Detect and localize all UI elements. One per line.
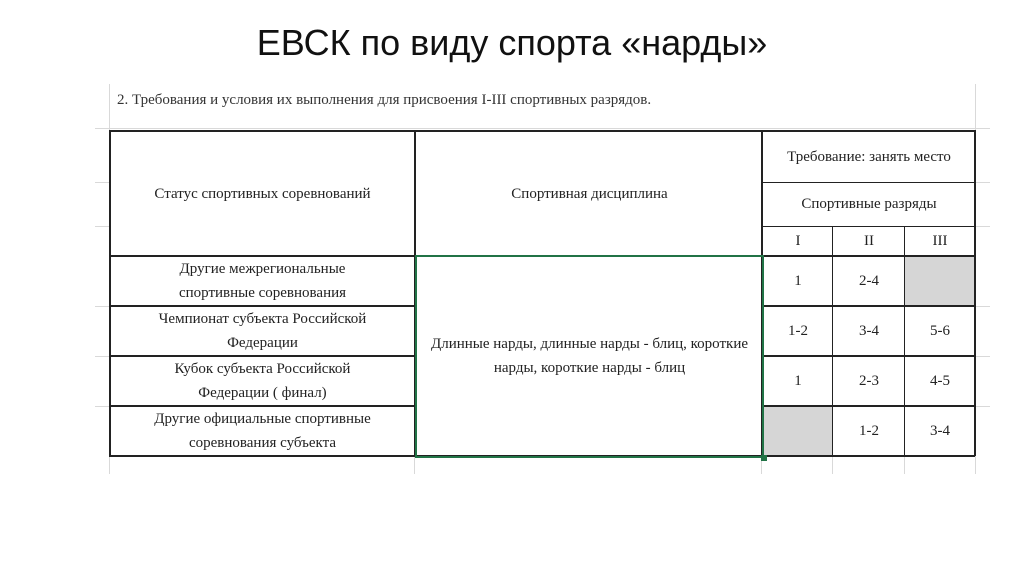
gridline <box>975 182 990 183</box>
table-border <box>763 226 975 227</box>
table-border <box>974 130 976 456</box>
spreadsheet <box>95 84 990 474</box>
gridline <box>975 306 990 307</box>
table-border <box>109 305 416 307</box>
header-rank-II[interactable]: II <box>864 233 874 249</box>
cell-selection <box>415 255 764 458</box>
gridline <box>904 457 905 474</box>
header-rank-I[interactable]: I <box>795 233 801 249</box>
row3-rank-II[interactable]: 2-3 <box>859 373 879 389</box>
gridline <box>95 182 109 183</box>
header-discipline[interactable]: Спортивная дисциплина <box>511 186 668 202</box>
row4-rank-III[interactable]: 3-4 <box>930 423 950 439</box>
header-rank-III[interactable]: III <box>932 233 948 249</box>
row1-rank-II[interactable]: 2-4 <box>859 273 879 289</box>
row2-rank-III[interactable]: 5-6 <box>930 323 950 339</box>
header-requirement[interactable]: Требование: занять место <box>787 149 951 165</box>
row4-rank-I[interactable] <box>763 406 833 456</box>
table-border <box>109 355 416 357</box>
slide-title: ЕВСК по виду спорта «нарды» <box>256 22 768 63</box>
gridline <box>95 128 990 129</box>
gridline <box>975 356 990 357</box>
gridline <box>95 306 109 307</box>
table-border <box>109 405 416 407</box>
table-border <box>763 355 975 357</box>
row3-status[interactable]: Кубок субъекта Российской Федерации ( финал) <box>174 361 351 401</box>
table-border <box>109 130 975 132</box>
table-border <box>109 130 111 456</box>
selection-fill-handle[interactable] <box>761 455 767 461</box>
gridline <box>832 457 833 474</box>
table-border <box>904 226 905 456</box>
row4-status[interactable]: Другие официальные спортивные соревнования субъекта <box>154 411 371 451</box>
row1-status[interactable]: Другие межрегиональные спортивные соревнования <box>178 261 347 301</box>
header-ranks[interactable]: Спортивные разряды <box>801 196 937 212</box>
table-border <box>763 182 975 183</box>
row4-rank-II[interactable]: 1-2 <box>859 423 879 439</box>
row1-rank-I[interactable]: 1 <box>794 273 802 289</box>
row2-rank-II[interactable]: 3-4 <box>859 323 879 339</box>
row1-rank-III[interactable] <box>905 256 975 306</box>
gridline <box>95 356 109 357</box>
row2-rank-I[interactable]: 1-2 <box>788 323 808 339</box>
row3-rank-I[interactable]: 1 <box>794 373 802 389</box>
gridline <box>975 406 990 407</box>
table-border <box>832 226 833 456</box>
gridline <box>414 457 415 474</box>
table-border <box>763 405 975 407</box>
gridline <box>975 226 990 227</box>
row3-rank-III[interactable]: 4-5 <box>930 373 950 389</box>
gridline <box>95 406 109 407</box>
table-border <box>763 305 975 307</box>
gridline <box>95 226 109 227</box>
sheet-subtitle: 2. Требования и условия их выполнения для присвоения I-III спортивных разрядов. <box>117 92 652 108</box>
discipline-cell[interactable]: Длинные нарды, длинные нарды - блиц, короткие нарды, короткие нарды - блиц <box>430 336 748 376</box>
header-status[interactable]: Статус спортивных соревнований <box>154 186 371 202</box>
row2-status[interactable]: Чемпионат субъекта Российской Федерации <box>158 311 367 351</box>
